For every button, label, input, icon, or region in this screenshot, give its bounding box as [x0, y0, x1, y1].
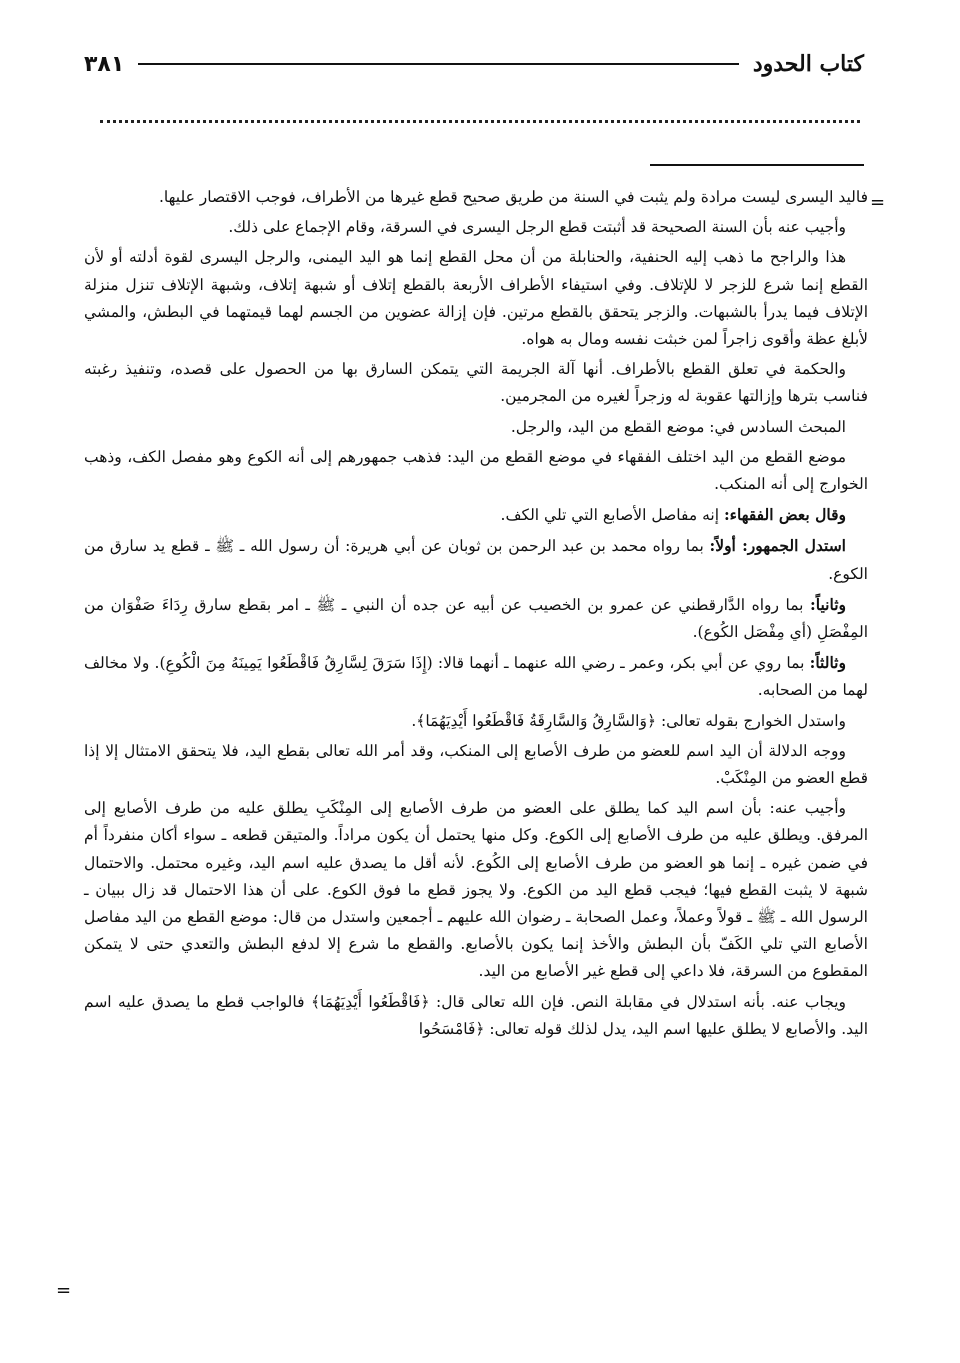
paragraph	[84, 649, 868, 704]
paragraph-text: فاليد اليسرى ليست مرادة ولم يثبت في السنة من طريق صحيح قطع غيرها من الأطراف، فوجب الاقتصار عليها.	[158, 188, 868, 206]
paragraph-text: بما روي عن أبي بكر، وعمر ـ رضي الله عنهما ـ أنهما قالا: (إِذَا سَرَقَ لِسَّارِقُ فَاقْطَعُوا يَمِينَهُ مِنَ الْكُوعِ). ولا مخالف لهما من الصحابه.	[84, 654, 868, 700]
paragraph-text: هذا والراجح ما ذهب إليه الحنفية، والحنابلة من أن محل القطع إنما هو اليد اليمنى، والرجل اليسرى لقوة أدلته أو لأن القطع إنما شرع للزجر لا للإتلاف. وفي استيفاء الأطراف الأربعة بالقطع إتلاف أو شبهة إتلاف، وشبهة الإتلاف تنزل منزلة الإتلاف فيما يدرأ بالشبهات. والزجر يتحقق بالقطع مرتين. فإن إزالة عضوين من الجسم لهما قيمتهما في البطش، والمشي لأبلغ عظة وأقوى زاجراً لمن خبثت نفسه ومال به هواه.	[84, 248, 868, 349]
paragraph	[84, 444, 868, 498]
paragraph	[84, 184, 868, 211]
paragraph-text: بما رواه محمد بن عبد الرحمن بن ثوبان عن أبي هريرة: أن رسول الله ـ ﷺ ـ قطع يد سارق من الكوع.	[84, 537, 868, 583]
paragraph-text: ووجه الدلالة أن اليد اسم للعضو من طرف الأصابع إلى المنكب، وقد أمر الله تعالى بقطع اليد، فلا يتحقق الامتثال إلا إذا قطع العضو من المِنْكَبْ.	[84, 741, 868, 788]
paragraph	[84, 501, 868, 529]
main-text	[84, 184, 868, 1046]
footnote-rule	[650, 164, 864, 166]
paragraph-text: موضع القطع من اليد اختلف الفقهاء في موضع القطع من اليد: فذهب جمهورهم إلى أنه الكوع وهو مفصل الكف، وذهب الخوارج إلى أنه المنكب.	[84, 447, 868, 494]
paragraph	[84, 591, 868, 646]
paragraph-text: بما رواه الدَّارقطني عن عمرو بن الخصيب عن أبيه عن جده أن النبي ـ ﷺ ـ امر بقطع سارق رِدَاءَ صَفْوَان من المِفْصَلِ (أي مِفْصَل الكُوع).	[84, 595, 868, 642]
paragraph-lead: وقال بعض الفقهاء:	[723, 505, 846, 525]
paragraph	[84, 214, 868, 241]
section-heading: المبحث السادس في: موضع القطع من اليد، والرجل.	[510, 417, 846, 436]
dotted-separator	[100, 120, 860, 123]
continuation-mark-top: =	[870, 192, 886, 213]
paragraph	[84, 708, 868, 735]
paragraph	[84, 795, 868, 985]
paragraph	[84, 244, 868, 353]
running-header	[84, 44, 864, 84]
paragraph	[84, 356, 868, 410]
chapter-title: كتاب الحدود	[752, 51, 864, 77]
paragraph-text: إنه مفاصل الأصابع التي تلي الكف.	[500, 506, 720, 525]
page-number: ٣٨١	[84, 51, 125, 77]
paragraph-lead: استدل الجمهور: أولاً:	[709, 536, 846, 556]
continuation-mark-bottom: =	[56, 1280, 72, 1301]
paragraph	[84, 532, 868, 587]
paragraph	[84, 738, 868, 792]
paragraph-text: وأجيب عنه: بأن اسم اليد كما يطلق على العضو من طرف الأصابع إلى المِنْكَبِ يطلق عليه من طرف الأصابع إلى المرفق. ويطلق عليه من طرف الأصابع إلى الكوع. وكل منها يحتمل أن يكون مراداً. والمتيقن قطعه ـ سواء أكان منفرداً أم في ضمن غيره ـ إنما هو العضو من طرف الأصابع إلى الكُوع. لأنه أقل ما يصدق عليه اسم اليد، وغيره محتمل. والاحتمال شبهة لا يثبت القطع فيها؛ فيجب قطع اليد من الكوع. ولا يجوز قطع ما فوق الكوع. على أن هذا الاحتمال قد زال ببيان ـ الرسول الله ـ ﷺ ـ قولاً وعملاً، وعمل الصحابة ـ رضوان الله عليهم ـ أجمعين واستدل من قال: موضع القطع من اليد مفاصل الأصابع التي تلي الكَفّ بأن البطش والأخذ إنما يكون بالأصابع. والقطع ما شرع إلا لدفع البطش والتعدي حتى لا يتمكن المقطوع من السرقة، فلا داعي إلى قطع غير الأصابع من اليد.	[84, 799, 868, 981]
paragraph-text: والحكمة في تعلق القطع بالأطراف. أنها آلة الجريمة التي يتمكن السارق بها من الحصول على قصده، وتنفيذ رغبته فناسب بترها وإزالتها عقوبة له وزجراً لغيره من المجرمين.	[84, 360, 868, 406]
paragraph-text: واستدل الخوارج بقوله تعالى: ﴿وَالسَّارِقُ وَالسَّارِقَةُ فَاقْطَعُوا أَيْدِيَهُمَا﴾.	[411, 711, 846, 730]
paragraph-lead: وثالثاً:	[809, 653, 846, 673]
paragraph	[84, 989, 868, 1043]
paragraph-text: وأجيب عنه بأن السنة الصحيحة قد أثبتت قطع الرجل اليسرى في السرقة، وقام الإجماع على ذلك.	[228, 218, 846, 237]
paragraph	[84, 414, 868, 441]
paragraph-lead: وثانياً:	[810, 594, 846, 614]
header-rule	[138, 63, 739, 65]
paragraph-text: ويجاب عنه. بأنه استدلال في مقابلة النص. فإن الله تعالى قال: ﴿فَاقْطَعُوا أَيْدِيَهُمَا﴾ فالواجب قطع ما يصدق عليه اسم اليد. والأصابع لا يطلق عليها اسم اليد، يدل لذلك قوله تعالى: ﴿فَامْسَحُوا	[84, 992, 868, 1038]
